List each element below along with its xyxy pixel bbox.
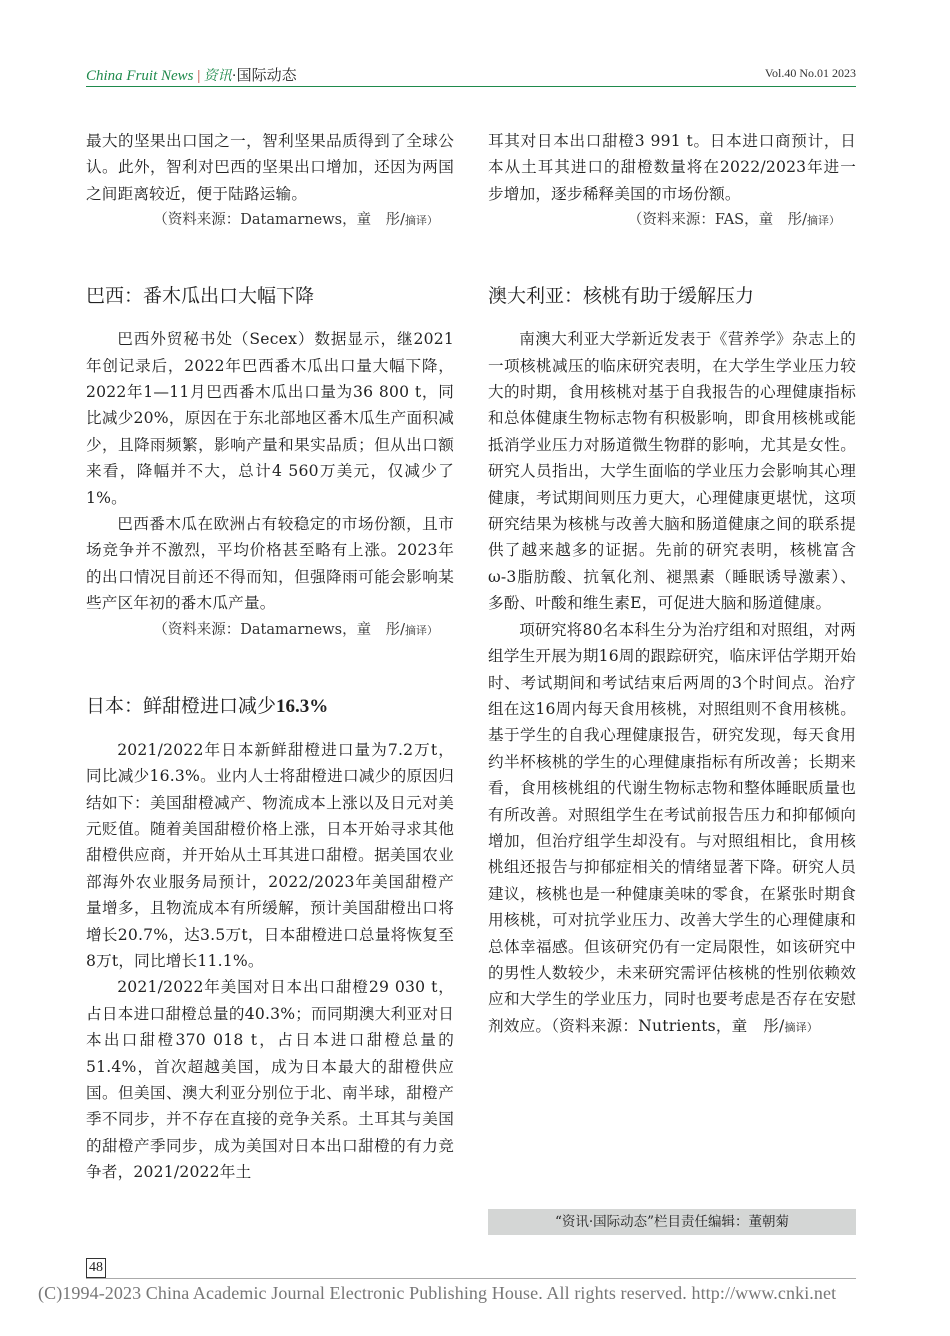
brazil-paragraph-1: 巴西外贸秘书处（Secex）数据显示，继2021年创记录后，2022年巴西番木瓜出口量大幅下降，2022年1—11月巴西番木瓜出口量为36 800 t，同比减少20%，原因在于东北部地区番木瓜生产面积减少，且降雨频繁，影响产量和果实品质；但从出口额来看，降幅并不大，总计4 560万美元，仅减少了1%。 [86,330,454,507]
article-title-brazil: 巴西：番木瓜出口大幅下降 [86,285,315,308]
copyright-notice: (C)1994-2023 China Academic Journal Electronic Publishing House. All rights reserved. http://www.cnki.net [38,1283,837,1303]
footer-divider [86,1278,856,1279]
journal-name: China Fruit News [86,68,194,84]
australia-paragraph-1: 南澳大利亚大学新近发表于《营养学》杂志上的一项核桃减压的临床研究表明，在大学生学业压力较大的时期，食用核桃对基于自我报告的心理健康指标和总体健康生物标志物有积极影响，即食用核桃或能抵消学业压力对肠道微生物群的影响，尤其是女性。研究人员指出，大学生面临的学业压力会影响其心理健康，考试期间则压力更大，心理健康更堪忧，这项研究结果为核桃与改善大脑和肠道健康之间的联系提供了越来越多的证据。先前的研究表明，核桃富含ω-3脂肪酸、抗氧化剂、褪黑素（睡眠诱导激素）、多酚、叶酸和维生素E，可促进大脑和肠道健康。 [488,330,856,613]
continued-paragraph: 最大的坚果出口国之一，智利坚果品质得到了全球公认。此外，智利对巴西的坚果出口增加，还因为两国之间距离较近，便于陆路运输。 [86,132,454,203]
source-citation: （资料来源：Datamarnews，童 彤/摘译） [153,621,438,638]
japan-paragraph-1: 2021/2022年日本新鲜甜橙进口量为7.2万t，同比减少16.3%。业内人士将甜橙进口减少的原因归结如下：美国甜橙减产、物流成本上涨以及日元对美元贬值。随着美国甜橙价格上涨，日本开始寻求其他甜橙供应商，并开始从土耳其进口甜橙。据美国农业部海外农业服务局预计，2022/2023年美国甜橙产量增多，且物流成本有所缓解，预计美国甜橙出口将增长20.7%，达3.5万t，日本甜橙进口总量将恢复至8万t，同比增长11.1%。 [86,740,454,970]
source-citation: （资料来源：Datamarnews，童 彤/摘译） [153,212,438,229]
japan-paragraph-2: 2021/2022年美国对日本出口甜橙29 030 t，占日本进口甜橙总量的40.3%；而同期澳大利亚对日本出口甜橙370 018 t，占日本进口甜橙总量的51.4%，首次超越美国，成为日本最大的甜橙供应国。但美国、澳大利亚分别位于北、南半球，甜橙产季不同步，并不存在直接的竞争关系。土耳其与美国的甜橙产季同步，成为美国对日本出口甜橙的有力竞争者，2021/2022年土 [86,978,454,1182]
section-dot: · [231,68,237,84]
right-column [488,128,856,1041]
continued-paragraph: 耳其对日本出口甜橙3 991 t。日本进口商预计，日本从土耳其进口的甜橙数量将在2022/2023年进一步增加，逐步稀释美国的市场份额。 [488,132,856,203]
header-separator: | [196,68,201,84]
section-subname: 国际动态 [236,68,297,84]
running-header [86,58,856,87]
brazil-paragraph-2: 巴西番木瓜在欧洲占有较稳定的市场份额，且市场竞争并不激烈，平均价格甚至略有上涨。2023年的出口情况目前还不得而知，但强降雨可能会影响某些产区年初的番木瓜产量。 [86,515,454,613]
australia-paragraph-2: 项研究将80名本科生分为治疗组和对照组，对两组学生开展为期16周的跟踪研究，临床评估学期开始时、考试期间和考试结束后两周的3个时间点。治疗组在这16周内每天食用核桃，对照组则不食用核桃。基于学生的自我心理健康报告，研究发现，每天食用约半杯核桃的学生的心理健康指标有所改善；长期来看，食用核桃组的代谢生物标志物和整体睡眠质量也有所改善。对照组学生在考试前报告压力和抑郁倾向增加，但治疗组学生却没有。与对照组相比，食用核桃组还报告与抑郁症相关的情绪显著下降。研究人员建议，核桃也是一种健康美味的零食，在紧张时期食用核桃，可对抗学业压力、改善大学生的心理健康和总体幸福感。但该研究仍有一定局限性，如该研究中的男性人数较少，未来研究需评估核桃的性别依赖效应和大学生的学业压力，同时也要考虑是否存在安慰剂效应。（资料来源：Nutrients，童 彤/摘译） [488,620,856,1035]
article-title-australia: 澳大利亚：核桃有助于缓解压力 [488,285,755,308]
volume-info: Vol.40 No.01 2023 [764,66,856,80]
source-citation: （资料来源：FAS，童 彤/摘译） [627,212,840,229]
left-column [86,128,454,1186]
section-name: 资讯 [203,69,232,84]
column-editor-note: “资讯·国际动态”栏目责任编辑：董朝菊 [488,1209,856,1235]
page-number: 48 [86,1258,106,1278]
article-title-japan: 日本：鲜甜橙进口减少16.3% [86,694,329,717]
journal-brand [86,64,297,85]
